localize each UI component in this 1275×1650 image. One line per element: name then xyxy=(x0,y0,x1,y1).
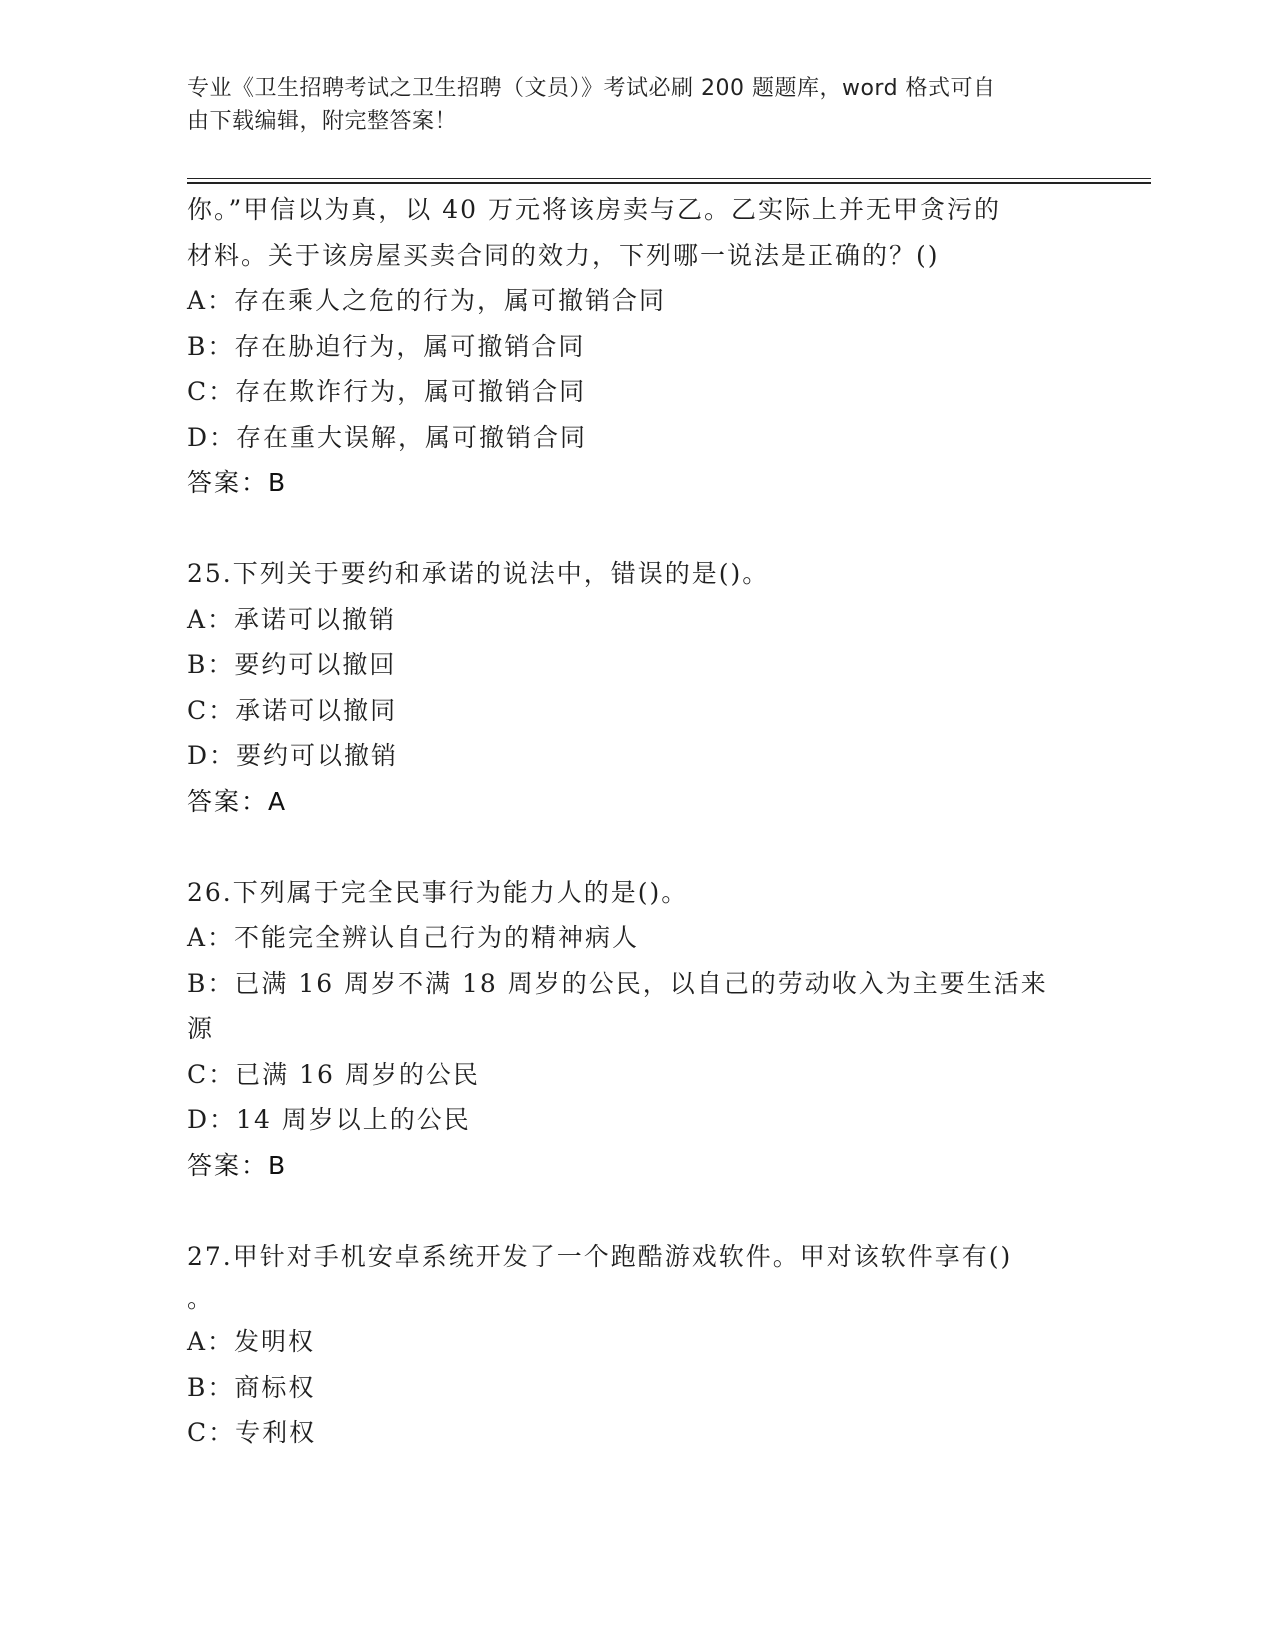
option-b: B：要约可以撤回 xyxy=(187,650,397,679)
option-c: C：承诺可以撤同 xyxy=(187,695,398,725)
question-27-block xyxy=(187,1234,1087,1456)
question-text-line: 你。”甲信以为真，以 40 万元将该房卖与乙。乙实际上并无甲贪污的 xyxy=(187,195,1001,224)
option-a: A：发明权 xyxy=(187,1327,316,1356)
answer-line: 答案：A xyxy=(187,786,288,816)
header-divider-thick xyxy=(187,182,1151,184)
question-stem: 25.下列关于要约和承诺的说法中，错误的是()。 xyxy=(187,559,770,588)
spacer xyxy=(187,1188,1087,1234)
option-b: B：已满 16 周岁不满 18 周岁的公民，以自己的劳动收入为主要生活来 xyxy=(187,968,1048,998)
option-a: A：不能完全辨认自己行为的精神病人 xyxy=(187,923,640,952)
document-header xyxy=(187,72,1087,138)
question-stem: 27.甲针对手机安卓系统开发了一个跑酷游戏软件。甲对该软件享有() xyxy=(187,1241,1013,1271)
header-title-line-2: 由下载编辑，附完整答案！ xyxy=(187,109,458,134)
option-d: D：14 周岁以上的公民 xyxy=(187,1105,471,1134)
header-divider-thin xyxy=(187,178,1151,179)
spacer xyxy=(187,506,1087,552)
option-a: A：存在乘人之危的行为，属可撤销合同 xyxy=(187,286,667,315)
option-c: C：已满 16 周岁的公民 xyxy=(187,1059,480,1089)
question-text-line: 材料。关于该房屋买卖合同的效力，下列哪一说法是正确的？() xyxy=(187,240,940,270)
option-b: B：商标权 xyxy=(187,1372,316,1402)
option-b-continuation: 源 xyxy=(187,1014,215,1043)
spacer xyxy=(187,824,1087,870)
document-body xyxy=(187,187,1087,1456)
question-25-block xyxy=(187,551,1087,824)
option-a: A：承诺可以撤销 xyxy=(187,604,397,634)
header-title-line-1: 专业《卫生招聘考试之卫生招聘（文员）》考试必刷 200 题题库，word 格式可自 xyxy=(187,76,996,101)
option-b: B：存在胁迫行为，属可撤销合同 xyxy=(187,331,586,361)
question-stem: 26.下列属于完全民事行为能力人的是()。 xyxy=(187,877,689,907)
option-c: C：专利权 xyxy=(187,1418,317,1447)
answer-line: 答案：B xyxy=(187,1150,288,1180)
question-24-block xyxy=(187,187,1087,506)
answer-line: 答案：B xyxy=(187,468,288,497)
option-d: D：要约可以撤销 xyxy=(187,741,399,770)
option-d: D：存在重大误解，属可撤销合同 xyxy=(187,422,588,452)
option-c: C：存在欺诈行为，属可撤销合同 xyxy=(187,377,587,406)
question-26-block xyxy=(187,870,1087,1189)
question-stem-tail: 。 xyxy=(187,1284,213,1313)
